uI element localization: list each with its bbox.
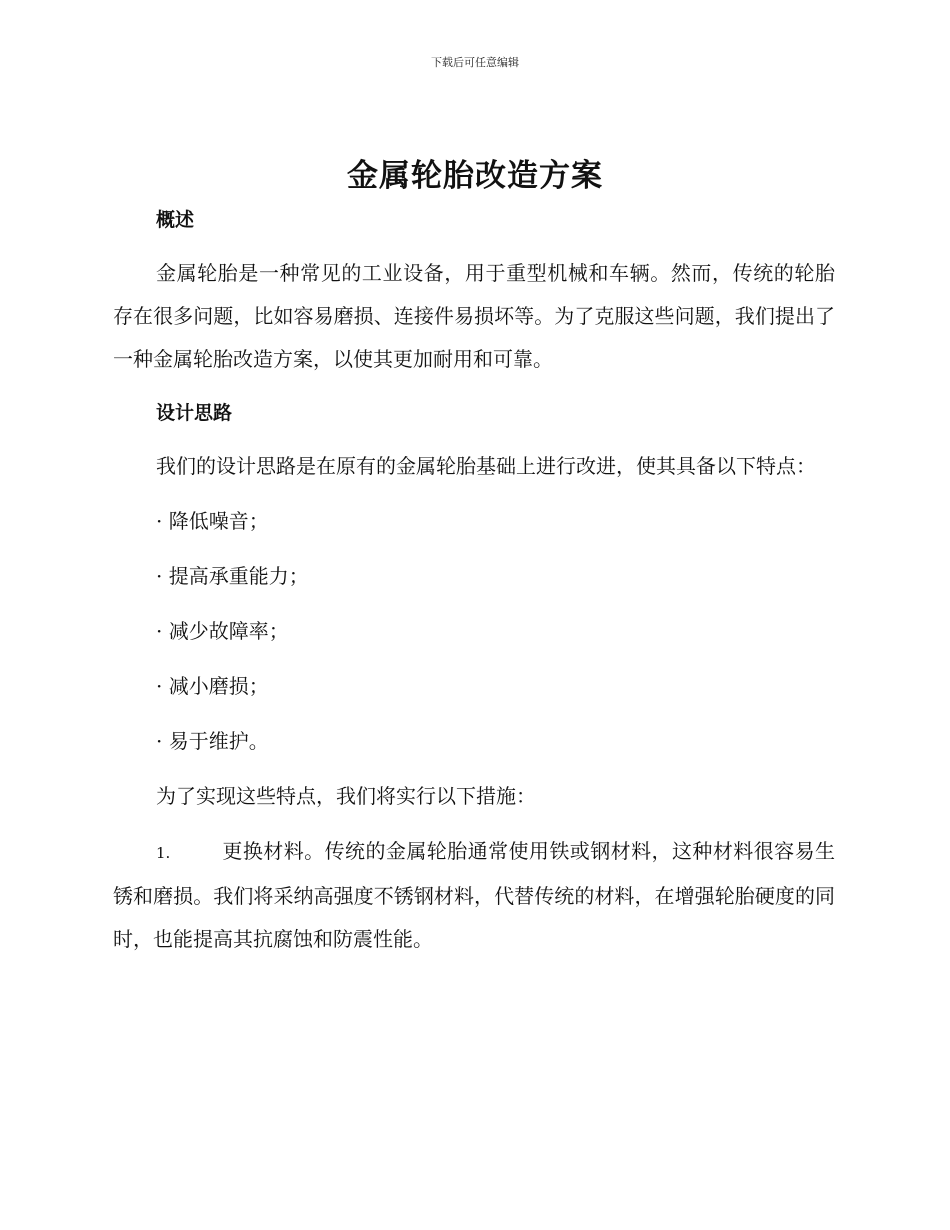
feature-item: · 提高承重能力； [156,564,309,588]
page-header: 下载后可任意编辑 [431,56,519,69]
document-body [113,200,835,961]
overview-heading: 概述 [156,209,195,231]
feature-item: · 易于维护。 [156,729,269,753]
design-heading: 设计思路 [156,402,233,424]
feature-item: · 减小磨损； [156,674,269,698]
design-paragraph: 我们的设计思路是在原有的金属轮胎基础上进行改进，使其具备以下特点： [156,454,816,478]
measures-intro: 为了实现这些特点，我们将实行以下措施： [156,784,536,808]
document-title: 金属轮胎改造方案 [347,158,603,194]
overview-paragraph: 金属轮胎是一种常见的工业设备，用于重型机械和车辆。然而，传统的轮胎存在很多问题，比如容易磨损、连接件易损坏等。为了克服这些问题，我们提出了一种金属轮胎改造方案，以使其更加耐用和可靠。 [113,261,835,371]
measure-text: 更换材料。传统的金属轮胎通常使用铁或钢材料，这种材料很容易生锈和磨损。我们将采纳高强度不锈钢材料，代替传统的材料，在增强轮胎硬度的同时，也能提高其抗腐蚀和防震性能。 [113,839,835,951]
feature-item: · 降低噪音； [156,509,269,533]
measure-item [113,830,835,961]
measure-number: 1. [156,844,171,862]
feature-item: · 减少故障率； [156,619,289,643]
